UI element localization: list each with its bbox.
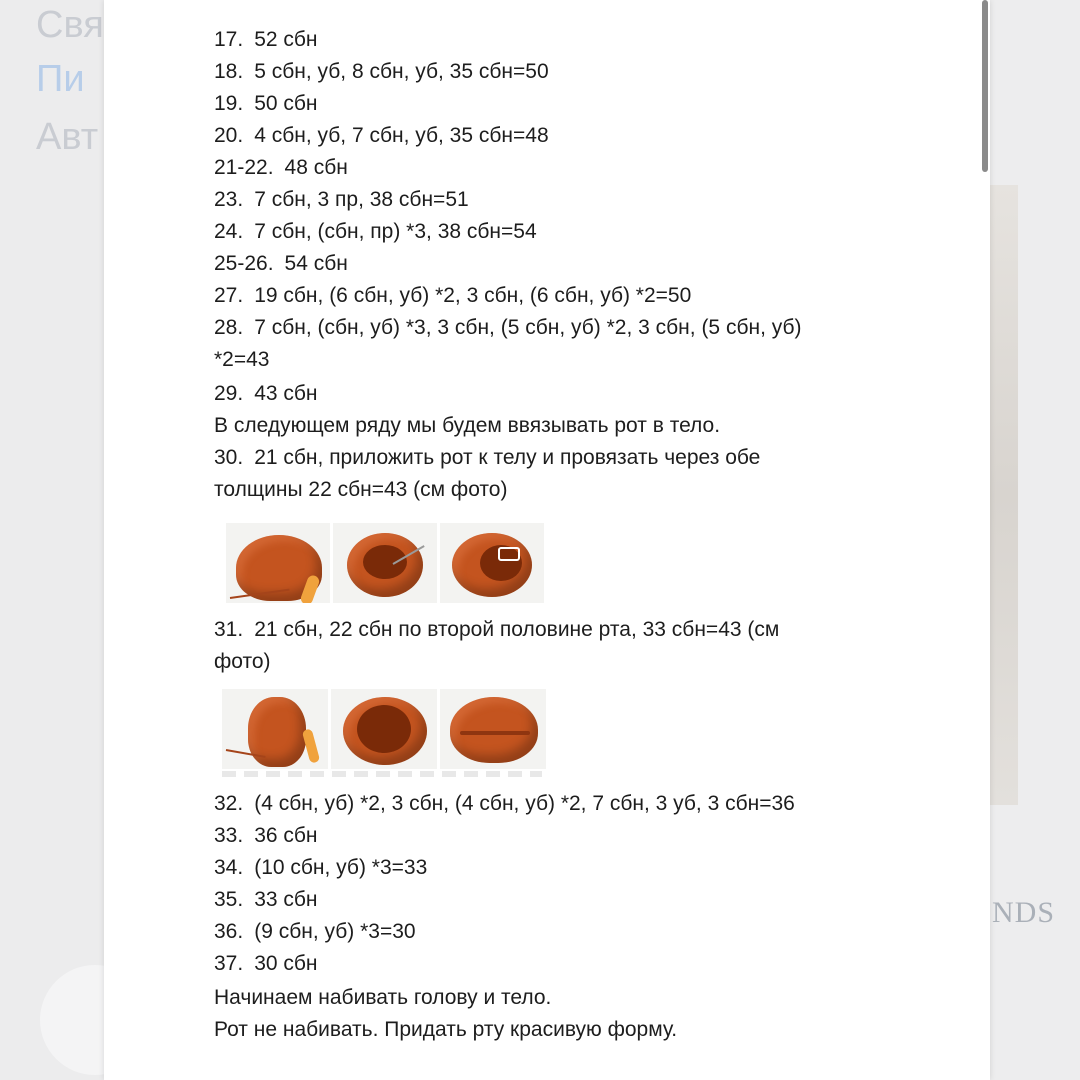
row-text: Начинаем набивать голову и тело.: [214, 986, 552, 1009]
background-link-text[interactable]: Пи: [36, 58, 85, 100]
row-number: 28.: [214, 316, 244, 339]
row-text: 54 сбн: [284, 252, 348, 275]
row-text: *2=43: [214, 348, 270, 371]
pattern-line: [214, 412, 720, 440]
background-left-panel: [0, 0, 110, 1080]
pattern-line: [214, 26, 318, 54]
pattern-line: [214, 950, 318, 978]
pattern-line: [214, 314, 802, 342]
photo-strip-row-31: [222, 689, 546, 769]
pattern-line: [214, 444, 760, 472]
photo-31-1: [222, 689, 328, 769]
photo-31-2: [331, 689, 437, 769]
row-number: 25-26.: [214, 252, 274, 275]
row-number: 32.: [214, 792, 244, 815]
background-text-1: Свя: [36, 4, 104, 46]
row-text: 5 сбн, уб, 8 сбн, уб, 35 сбн=50: [254, 60, 549, 83]
row-number: 31.: [214, 618, 244, 641]
row-number: 35.: [214, 888, 244, 911]
row-text: 21 сбн, приложить рот к телу и провязать через обе: [254, 446, 761, 469]
pattern-line: [214, 90, 318, 118]
pattern-line: [214, 790, 795, 818]
pattern-line: [214, 886, 318, 914]
pattern-line: [214, 476, 507, 504]
row-text: 30 сбн: [254, 952, 318, 975]
photo-caption-strip: [222, 771, 542, 777]
row-text: 50 сбн: [254, 92, 318, 115]
photo-30-1: [226, 523, 330, 603]
pattern-line: [214, 154, 348, 182]
pattern-line: [214, 58, 549, 86]
scrollbar-thumb[interactable]: [982, 0, 988, 172]
row-number: 21-22.: [214, 156, 274, 179]
row-text: 33 сбн: [254, 888, 318, 911]
row-text: 52 сбн: [254, 28, 318, 51]
row-text: толщины 22 сбн=43 (см фото): [214, 478, 508, 501]
row-number: 27.: [214, 284, 244, 307]
row-number: 24.: [214, 220, 244, 243]
row-number: 33.: [214, 824, 244, 847]
background-text-2: Авт: [36, 116, 99, 158]
row-text: 21 сбн, 22 сбн по второй половине рта, 33 сбн=43 (см: [254, 618, 780, 641]
row-text: В следующем ряду мы будем ввязывать рот в тело.: [214, 414, 721, 437]
row-number: 29.: [214, 382, 244, 405]
photo-strip-row-30: [226, 523, 544, 603]
pattern-line: [214, 346, 269, 374]
row-text: 4 сбн, уб, 7 сбн, уб, 35 сбн=48: [254, 124, 549, 147]
pattern-line: [214, 1016, 677, 1044]
photo-30-3: [440, 523, 544, 603]
photo-30-2: [333, 523, 437, 603]
row-text: 7 сбн, 3 пр, 38 сбн=51: [254, 188, 469, 211]
pattern-line: [214, 918, 416, 946]
row-text: 36 сбн: [254, 824, 318, 847]
background-right-photo: [990, 185, 1018, 805]
pattern-line: [214, 250, 348, 278]
row-text: (4 сбн, уб) *2, 3 сбн, (4 сбн, уб) *2, 7 сбн, 3 уб, 3 сбн=36: [254, 792, 795, 815]
pattern-line: [214, 854, 427, 882]
row-text: 48 сбн: [284, 156, 348, 179]
row-text: 7 сбн, (сбн, пр) *3, 38 сбн=54: [254, 220, 537, 243]
row-text: 43 сбн: [254, 382, 318, 405]
row-number: 37.: [214, 952, 244, 975]
row-number: 36.: [214, 920, 244, 943]
pattern-line: [214, 122, 549, 150]
row-number: 34.: [214, 856, 244, 879]
background-right-text: NDS: [992, 896, 1056, 929]
pattern-line: [214, 282, 691, 310]
row-number: 17.: [214, 28, 244, 51]
row-number: 23.: [214, 188, 244, 211]
row-number: 20.: [214, 124, 244, 147]
pattern-line: [214, 984, 551, 1012]
pattern-line: [214, 648, 271, 676]
row-text: фото): [214, 650, 271, 673]
row-number: 30.: [214, 446, 244, 469]
pattern-line: [214, 186, 469, 214]
pattern-line: [214, 616, 779, 644]
row-text: (9 сбн, уб) *3=30: [254, 920, 416, 943]
row-number: 18.: [214, 60, 244, 83]
row-number: 19.: [214, 92, 244, 115]
pattern-line: [214, 380, 318, 408]
row-text: 19 сбн, (6 сбн, уб) *2, 3 сбн, (6 сбн, уб) *2=50: [254, 284, 692, 307]
pattern-line: [214, 822, 318, 850]
pattern-line: [214, 218, 537, 246]
row-text: Рот не набивать. Придать рту красивую форму.: [214, 1018, 678, 1041]
photo-31-3: [440, 689, 546, 769]
row-text: 7 сбн, (сбн, уб) *3, 3 сбн, (5 сбн, уб) *2, 3 сбн, (5 сбн, уб): [254, 316, 802, 339]
row-text: (10 сбн, уб) *3=33: [254, 856, 428, 879]
